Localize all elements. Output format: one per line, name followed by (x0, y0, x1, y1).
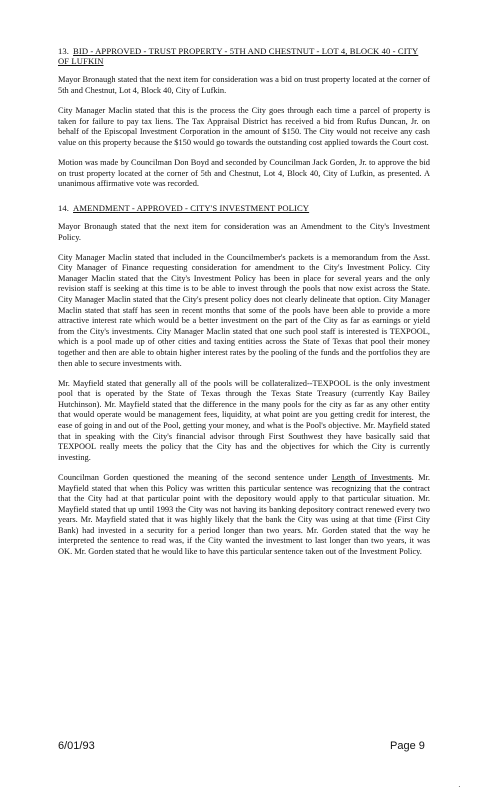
paragraph-4-lead: Councilman Gorden questioned the meaning of the second sentence under (58, 472, 332, 482)
section-14-paragraph-4 (58, 473, 430, 558)
section-13-paragraph-3: Motion was made by Councilman Don Boyd and seconded by Councilman Jack Gorden, Jr. to approve the bid on trust property located at the corner of 5th and Chestnut, Lot 4, Block 40, City of Lufkin, as presented. A unanimous affirmative vote was recorded. (58, 157, 430, 189)
section-14-paragraph-3: Mr. Mayfield stated that generally all of the pools will be collateralized--TEXPOOL is the only investment pool that is operated by the State of Texas through the Texas State Treasury (currently Kay Bailey Hutchinson). Mr. Mayfield stated that the difference in the many pools for the city as far as any other entity that would operate would be management fees, liquidity, at what point are you getting credit for interest, the ease of going in and out of the Pool, getting your money, and what is the Pool's objective. Mr. Mayfield stated that in speaking with the City's financial advisor through First Southwest they have basically said that TEXPOOL really meets the policy that the City has and the objectives for which the City is currently investing. (58, 378, 430, 462)
section-14-heading (58, 203, 430, 213)
section-14-paragraph-1: Mayor Bronaugh stated that the next item for consideration was an Amendment to the City's Investment Policy. (58, 221, 430, 242)
section-13-title: BID - APPROVED - TRUST PROPERTY - 5TH AND CHESTNUT - LOT 4, BLOCK 40 - CITY OF LUFKIN (58, 46, 419, 67)
length-of-investments-term: Length of Investments (331, 472, 412, 482)
section-14-number: 14. (58, 202, 70, 213)
section-14-paragraph-2: City Manager Maclin stated that included in the Councilmember's packets is a memorandum from the Asst. City Manager of Finance requesting consideration for amendment to the City's Investment Policy. City Manager Maclin stated that the City's Investment Policy has been in place for several years and the only revision staff is seeking at this time is to be able to invest through the pools that now exist across the State. City Manager Maclin stated that the City's present policy does not clearly delineate that option. City Manager Maclin stated that staff has seen in recent months that some of the pools have been able to provide a more attractive interest rate which would be a better investment on the part of the City as far as earnings or yield from the City's investments. City Manager Maclin stated that one such pool staff is interested is TEXPOOL, which is a pool made up of other cities and taxing entities across the State of Texas that pool their money together and then are able to obtain higher interest rates by the pooling of the funds and the portfolios they are then able to secure investments with. (58, 252, 430, 368)
minutes-body (58, 46, 430, 567)
section-13-paragraph-1: Mayor Bronaugh stated that the next item for consideration was a bid on trust property located at the corner of 5th and Chestnut, Lot 4, Block 40, City of Lufkin. (58, 75, 430, 95)
footer-page-number: Page 9 (390, 740, 425, 752)
scan-mark: · (458, 782, 461, 791)
section-14-title: AMENDMENT - APPROVED - CITY'S INVESTMENT POLICY (73, 202, 310, 213)
paragraph-4-rest: . Mr. Mayfield stated that when this Policy was written this particular sentence was recognizing that the contract that the City had at that particular point with the depository would apply to that particular situation. Mr. Mayfield stated that up until 1993 the City was not having its banking depository contract renewed every two years. Mr. Mayfield stated that it was highly likely that the bank the City was using at that time (First City Bank) had invested in a security for a period longer than two years. Mr. Gorden stated that the way he interpreted the sentence to read was, if the City wanted the investment to last longer than two years, it was OK. Mr. Gorden stated that he would like to have this particular sentence taken out of the Investment Policy. (58, 472, 430, 557)
section-13-heading (58, 46, 430, 66)
footer-date: 6/01/93 (58, 740, 95, 752)
section-13-paragraph-2: City Manager Maclin stated that this is the process the City goes through each time a parcel of property is taken for failure to pay tax liens. The Tax Appraisal District has received a bid from Rufus Duncan, Jr. on behalf of the Episcopal Investment Corporation in the amount of $150. The City would not receive any cash value on this property because the $150 would go towards the outstanding cost applied towards the Court cost. (58, 106, 430, 147)
section-13-number: 13. (58, 46, 70, 56)
